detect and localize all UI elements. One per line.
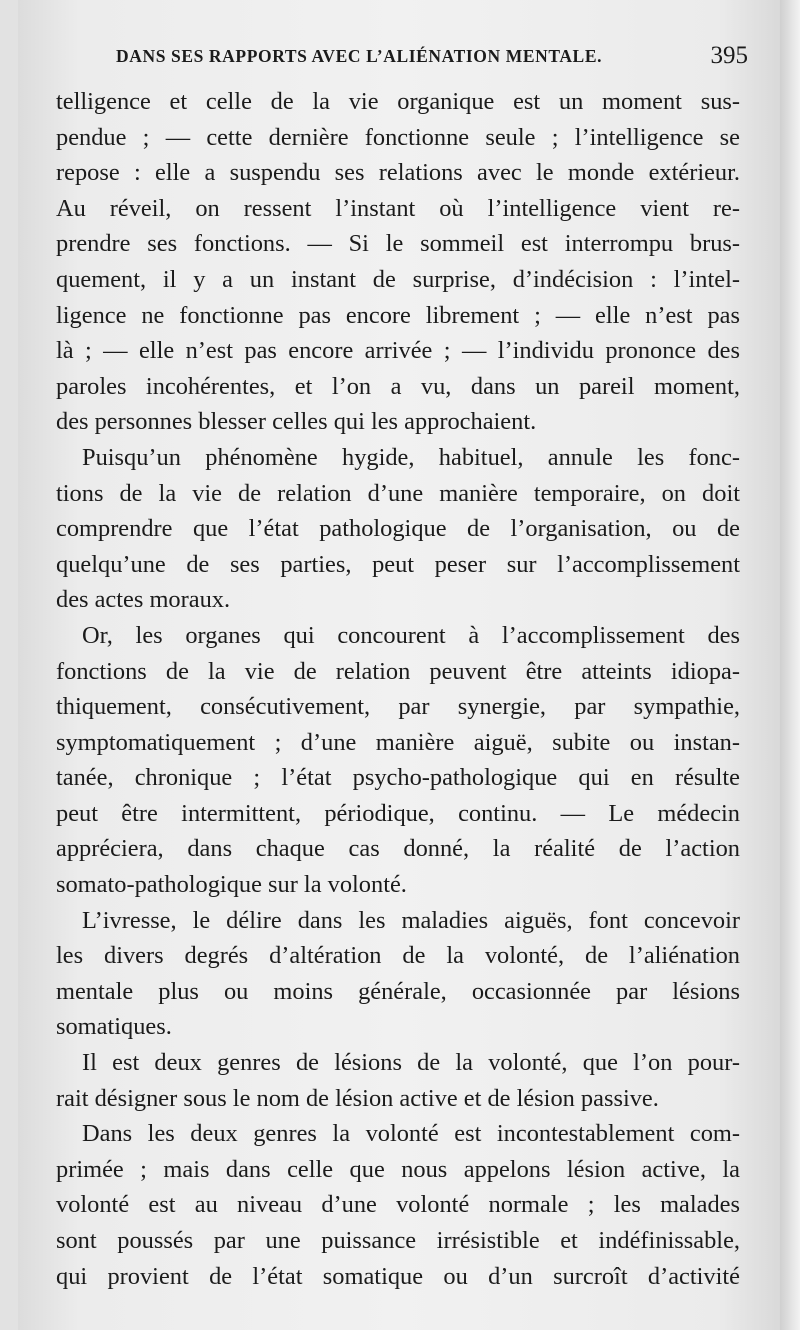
text-line: pendue ; — cette dernière fonctionne seule ; l’intelligence se — [56, 123, 740, 151]
text-line: volonté est au niveau d’une volonté normale ; les malades — [56, 1191, 740, 1219]
text-line: Il est deux genres de lésions de la volonté, que l’on pour- — [82, 1049, 740, 1077]
text-line: Puisqu’un phénomène hygide, habituel, annule les fonc- — [82, 443, 740, 471]
text-line: primée ; mais dans celle que nous appelons lésion active, la — [56, 1155, 740, 1183]
text-line: telligence et celle de la vie organique est un moment sus- — [56, 88, 740, 115]
running-head — [58, 42, 748, 76]
text-line: Au réveil, on ressent l’instant où l’intelligence vient re- — [56, 194, 740, 222]
text-line: repose : elle a suspendu ses relations avec le monde extérieur. — [56, 159, 740, 187]
text-line: peut être intermittent, périodique, continu. — Le médecin — [56, 799, 740, 827]
text-line: prendre ses fonctions. — Si le sommeil est interrompu brus- — [56, 230, 740, 258]
text-line: L’ivresse, le délire dans les maladies aiguës, font concevoir — [82, 906, 740, 934]
text-line: fonctions de la vie de relation peuvent être atteints idiopa- — [56, 657, 740, 685]
text-line: Dans les deux genres la volonté est incontestablement com- — [82, 1120, 740, 1148]
text-line: les divers degrés d’altération de la volonté, de l’aliénation — [56, 942, 740, 970]
text-line: somato-pathologique sur la volonté. — [56, 871, 407, 899]
text-line: somatiques. — [56, 1013, 172, 1041]
page-number: 395 — [710, 42, 748, 69]
text-line: quement, il y a un instant de surprise, d’indécision : l’intel- — [56, 265, 740, 293]
text-line: sont poussés par une puissance irrésistible et indéfinissable, — [56, 1227, 740, 1254]
text-line: quelqu’une de ses parties, peut peser sur l’accomplissement — [56, 550, 740, 578]
paragraph — [56, 1045, 740, 1116]
text-line: ligence ne fonctionne pas encore librement ; — elle n’est pas — [56, 301, 740, 329]
text-line: qui provient de l’état somatique ou d’un surcroît d’activité — [56, 1262, 740, 1290]
text-line: Or, les organes qui concourent à l’accomplissement des — [82, 621, 740, 649]
text-line: des personnes blesser celles qui les approchaient. — [56, 408, 537, 436]
text-line: paroles incohérentes, et l’on a vu, dans un pareil moment, — [56, 372, 740, 400]
text-line: mentale plus ou moins générale, occasionnée par lésions — [56, 977, 740, 1005]
text-line: comprendre que l’état pathologique de l’organisation, ou de — [56, 515, 740, 543]
page-edge — [780, 0, 800, 1330]
paragraph — [56, 903, 740, 1045]
paragraph — [56, 618, 740, 903]
running-title: DANS SES RAPPORTS AVEC L’ALIÉNATION MENTALE. — [116, 46, 603, 66]
text-line: appréciera, dans chaque cas donné, la réalité de l’action — [56, 835, 740, 863]
paragraph — [56, 440, 740, 618]
text-line: des actes moraux. — [56, 586, 231, 614]
text-line: tions de la vie de relation d’une manière temporaire, on doit — [56, 479, 740, 507]
paragraph — [56, 84, 740, 440]
text-line: tanée, chronique ; l’état psycho-pathologique qui en résulte — [56, 764, 740, 792]
body-text — [56, 84, 740, 1294]
text-line: thiquement, consécutivement, par synergie, par sympathie, — [56, 693, 740, 721]
text-line: symptomatiquement ; d’une manière aiguë, subite ou instan- — [56, 728, 740, 756]
text-line: là ; — elle n’est pas encore arrivée ; — l’individu prononce des — [56, 337, 740, 365]
paragraph — [56, 1116, 740, 1294]
text-line: rait désigner sous le nom de lésion active et de lésion passive. — [56, 1084, 659, 1112]
